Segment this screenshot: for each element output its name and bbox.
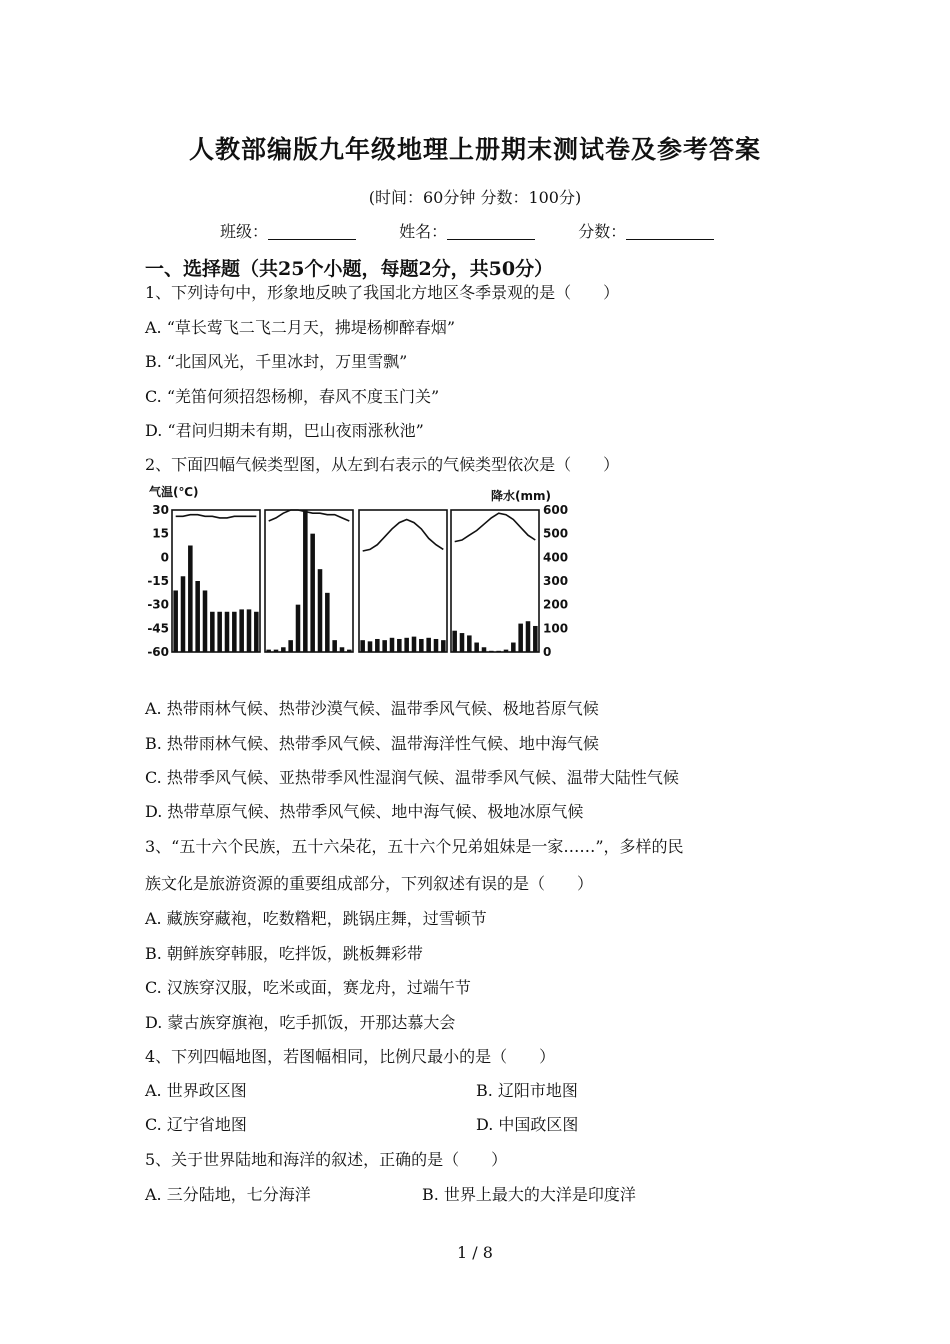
q3-stem: 3、“五十六个民族，五十六朵花，五十六个兄弟姐妹是一家……”，多样的民 [145, 837, 684, 856]
precipitation-bar [467, 635, 472, 652]
precipitation-bar [303, 510, 308, 652]
precipitation-bar [518, 624, 523, 652]
precipitation-bar [426, 638, 431, 652]
precipitation-bar [360, 640, 365, 652]
precipitation-bar [288, 640, 293, 652]
precipitation-bar [195, 581, 200, 652]
name-blank[interactable] [447, 223, 535, 240]
temperature-tick-label: -60 [147, 645, 169, 659]
precipitation-bar [368, 641, 373, 652]
section-heading: 一、选择题（共25个小题，每题2分，共50分） [145, 258, 554, 280]
precipitation-bar [232, 612, 237, 652]
precipitation-bar [239, 609, 244, 652]
class-field-label: 班级： [220, 222, 269, 241]
temperature-line [176, 515, 257, 518]
precipitation-bar [412, 637, 417, 652]
precipitation-tick-label: 100 [543, 621, 569, 636]
precipitation-bar [340, 647, 345, 652]
precipitation-axis-label: 降水(mm) [491, 489, 551, 503]
precipitation-bar [217, 612, 222, 652]
score-blank[interactable] [626, 223, 714, 240]
temperature-tick-label: 15 [152, 526, 169, 541]
q4-stem: 4、下列四幅地图，若图幅相同，比例尺最小的是（ ） [145, 1047, 556, 1066]
q3-option-b: B. 朝鲜族穿韩服，吃拌饭，跳板舞彩带 [145, 944, 423, 963]
q1-option-d: D. “君问归期未有期，巴山夜雨涨秋池” [145, 421, 424, 440]
precipitation-bar [310, 534, 315, 652]
temperature-axis-label: 气温(℃) [149, 485, 199, 499]
precipitation-bar [274, 650, 279, 652]
precipitation-bar [188, 546, 193, 653]
score-field [578, 219, 714, 242]
q2-option-a: A. 热带雨林气候、热带沙漠气候、温带季风气候、极地苔原气候 [145, 699, 599, 718]
precipitation-bar [441, 640, 446, 652]
precipitation-tick-label: 200 [543, 597, 569, 612]
q3-option-c: C. 汉族穿汉服，吃米或面，赛龙舟，过端午节 [145, 978, 471, 997]
temperature-tick-label: 0 [160, 550, 169, 565]
precipitation-bar [347, 650, 352, 652]
precipitation-bar [504, 650, 509, 652]
class-field [220, 219, 356, 242]
exam-title: 人教部编版九年级地理上册期末测试卷及参考答案 [188, 135, 761, 164]
q4-option-a: A. 世界政区图 [145, 1081, 247, 1100]
precipitation-bar [489, 651, 494, 652]
temperature-line [455, 513, 536, 541]
precipitation-bar [382, 640, 387, 652]
precipitation-bar [397, 639, 402, 652]
precipitation-bar [482, 647, 487, 652]
precipitation-bar [460, 633, 465, 652]
q5-option-b: B. 世界上最大的大洋是印度洋 [422, 1185, 636, 1204]
precipitation-bar [419, 639, 424, 652]
q3-stem-continued: 族文化是旅游资源的重要组成部分，下列叙述有误的是（ ） [145, 874, 594, 893]
precipitation-tick-label: 500 [543, 526, 569, 541]
temperature-line [269, 510, 350, 521]
q1-option-a: A. “草长莺飞二飞二月天，拂堤杨柳醉春烟” [145, 318, 456, 337]
precipitation-bar [266, 650, 271, 652]
precipitation-bar [511, 643, 516, 652]
q1-stem: 1、下列诗句中，形象地反映了我国北方地区冬季景观的是（ ） [145, 283, 620, 302]
q2-option-c: C. 热带季风气候、亚热带季风性湿润气候、温带季风气候、温带大陆性气候 [145, 768, 679, 787]
precipitation-bar [496, 651, 501, 652]
temperature-tick-label: -30 [147, 597, 169, 612]
name-field-label: 姓名： [399, 222, 448, 241]
precipitation-bar [404, 638, 409, 652]
precipitation-bar [254, 612, 259, 652]
precipitation-bar [375, 639, 380, 652]
precipitation-bar [318, 569, 323, 652]
precipitation-bar [210, 612, 215, 652]
student-info-fields [220, 219, 752, 242]
climate-panel-frame [265, 510, 353, 652]
precipitation-bar [296, 605, 301, 652]
q1-option-c: C. “羌笛何须招怨杨柳，春风不度玉门关” [145, 387, 440, 406]
q4-option-b: B. 辽阳市地图 [476, 1081, 578, 1100]
precipitation-bar [203, 590, 208, 652]
precipitation-bar [533, 626, 538, 652]
precipitation-bar [474, 643, 479, 652]
exam-subtitle: (时间：60分钟 分数：100分) [368, 188, 582, 207]
name-field [399, 219, 535, 242]
q1-option-b: B. “北国风光，千里冰封，万里雪飘” [145, 352, 408, 371]
precipitation-tick-label: 0 [543, 645, 552, 659]
precipitation-bar [181, 576, 186, 652]
precipitation-tick-label: 600 [543, 503, 569, 517]
class-blank[interactable] [268, 223, 356, 240]
climate-chart [145, 480, 577, 660]
precipitation-tick-label: 400 [543, 550, 569, 565]
q2-option-b: B. 热带雨林气候、热带季风气候、温带海洋性气候、地中海气候 [145, 734, 599, 753]
q5-stem: 5、关于世界陆地和海洋的叙述，正确的是（ ） [145, 1150, 508, 1169]
score-field-label: 分数： [578, 222, 627, 241]
precipitation-bar [390, 638, 395, 652]
temperature-line [363, 520, 444, 552]
q2-option-d: D. 热带草原气候、热带季风气候、地中海气候、极地冰原气候 [145, 802, 584, 821]
precipitation-bar [247, 609, 252, 652]
precipitation-bar [452, 631, 457, 652]
precipitation-bar [173, 590, 178, 652]
climate-panel-frame [359, 510, 447, 652]
q4-option-d: D. 中国政区图 [476, 1115, 579, 1134]
precipitation-bar [434, 639, 439, 652]
q3-option-d: D. 蒙古族穿旗袍，吃手抓饭，开那达慕大会 [145, 1013, 456, 1032]
q5-option-a: A. 三分陆地，七分海洋 [145, 1185, 311, 1204]
precipitation-bar [526, 621, 531, 652]
q3-option-a: A. 藏族穿藏袍，吃数糌粑，跳锅庄舞，过雪顿节 [145, 909, 487, 928]
precipitation-tick-label: 300 [543, 574, 569, 588]
q2-stem: 2、下面四幅气候类型图，从左到右表示的气候类型依次是（ ） [145, 455, 620, 474]
q4-option-c: C. 辽宁省地图 [145, 1115, 247, 1134]
precipitation-bar [325, 593, 330, 652]
temperature-tick-label: -15 [147, 574, 169, 588]
temperature-tick-label: 30 [152, 503, 169, 517]
precipitation-bar [225, 612, 230, 652]
precipitation-bar [281, 647, 286, 652]
page-number: 1 / 8 [457, 1243, 493, 1262]
precipitation-bar [332, 640, 337, 652]
temperature-tick-label: -45 [147, 621, 169, 636]
